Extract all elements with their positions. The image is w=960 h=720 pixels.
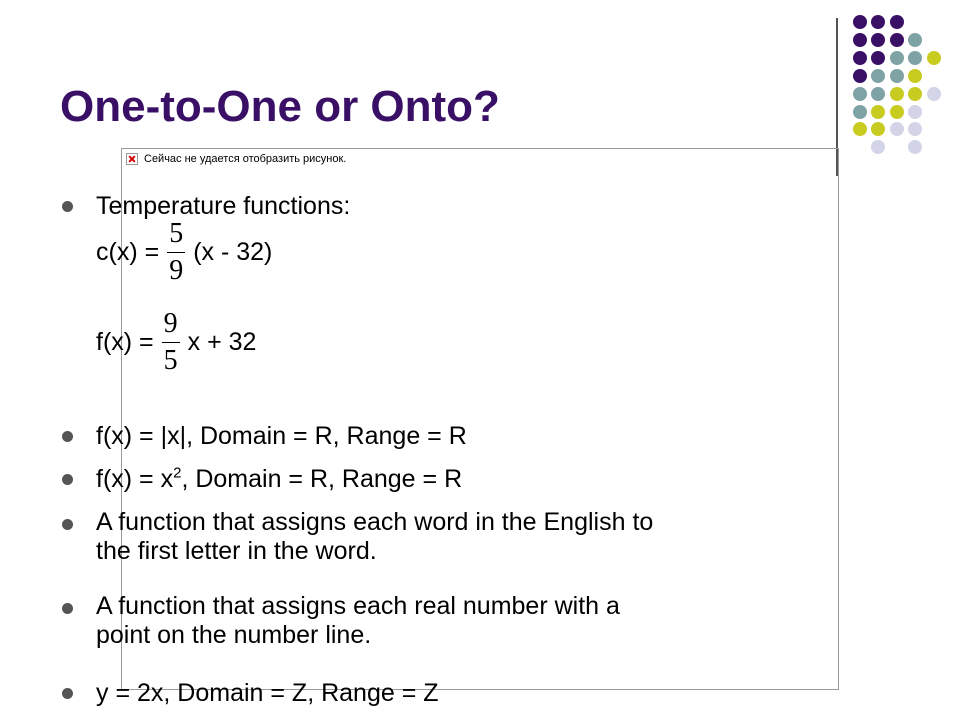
decorative-dot: [890, 69, 904, 83]
bullet-marker: [62, 431, 73, 442]
decorative-dot: [853, 105, 867, 119]
list-item-absolute: f(x) = |x|, Domain = R, Range = R: [96, 422, 467, 450]
decorative-dot: [908, 51, 922, 65]
denominator: 9: [169, 254, 184, 286]
fraction-bar: [167, 252, 185, 253]
decorative-dot: [871, 105, 885, 119]
bullet-marker: [62, 603, 73, 614]
celsius-formula: [96, 218, 272, 286]
real-line-2: point on the number line.: [96, 621, 372, 649]
decorative-dot: [890, 105, 904, 119]
broken-image-icon: [126, 153, 138, 165]
decorative-dot: [871, 51, 885, 65]
decorative-dot: [853, 87, 867, 101]
formula-suffix: (x - 32): [193, 238, 273, 266]
formula-suffix: x + 32: [187, 328, 257, 356]
decorative-dot: [890, 15, 904, 29]
decorative-dot: [908, 33, 922, 47]
decorative-dot: [927, 51, 941, 65]
list-item-square: [96, 464, 462, 494]
broken-image-message: Сейчас не удается отобразить рисунок.: [144, 153, 347, 165]
decorative-dot: [853, 33, 867, 47]
decorative-dot: [871, 87, 885, 101]
decorative-dot: [908, 105, 922, 119]
decorative-dot: [853, 122, 867, 136]
decorative-dot: [890, 51, 904, 65]
bullet-marker: [62, 688, 73, 699]
bullet-marker: [62, 519, 73, 530]
decorative-dot: [853, 15, 867, 29]
decorative-dot: [871, 69, 885, 83]
square-exponent: 2: [173, 464, 182, 482]
fraction-nine-fifths: [162, 308, 180, 377]
list-item-linear: y = 2x, Domain = Z, Range = Z: [96, 679, 439, 707]
decorative-dot: [871, 33, 885, 47]
decorative-dot: [871, 122, 885, 136]
decorative-dot: [871, 140, 885, 154]
decorative-dot: [927, 87, 941, 101]
fraction-five-ninths: [167, 218, 185, 287]
decorative-dot: [890, 33, 904, 47]
decorative-dot: [908, 87, 922, 101]
decorative-dot: [853, 69, 867, 83]
decorative-dot: [890, 87, 904, 101]
list-item-real: [96, 592, 620, 650]
bullet-marker: [62, 474, 73, 485]
decorative-dot: [908, 69, 922, 83]
decorative-dot: [908, 122, 922, 136]
decorative-dot: [908, 140, 922, 154]
formula-prefix: c(x) =: [96, 238, 160, 266]
decorative-dot: [853, 51, 867, 65]
numerator: 9: [163, 307, 178, 339]
fahrenheit-formula: [96, 308, 256, 376]
list-item-english: [96, 508, 653, 566]
formula-prefix: f(x) =: [96, 328, 154, 356]
square-suffix: , Domain = R, Range = R: [181, 465, 463, 493]
numerator: 5: [169, 217, 184, 249]
list-item-temperature: Temperature functions:: [96, 192, 351, 220]
fraction-bar: [162, 342, 180, 343]
decorative-dot: [890, 122, 904, 136]
slide-title: One-to-One or Onto?: [60, 82, 500, 131]
square-prefix: f(x) = x: [96, 465, 174, 493]
denominator: 5: [163, 344, 178, 376]
bullet-marker: [62, 201, 73, 212]
english-line-1: A function that assigns each word in the English to: [96, 508, 654, 536]
english-line-2: the first letter in the word.: [96, 537, 377, 565]
decorative-dot: [871, 15, 885, 29]
real-line-1: A function that assigns each real number with a: [96, 592, 620, 620]
